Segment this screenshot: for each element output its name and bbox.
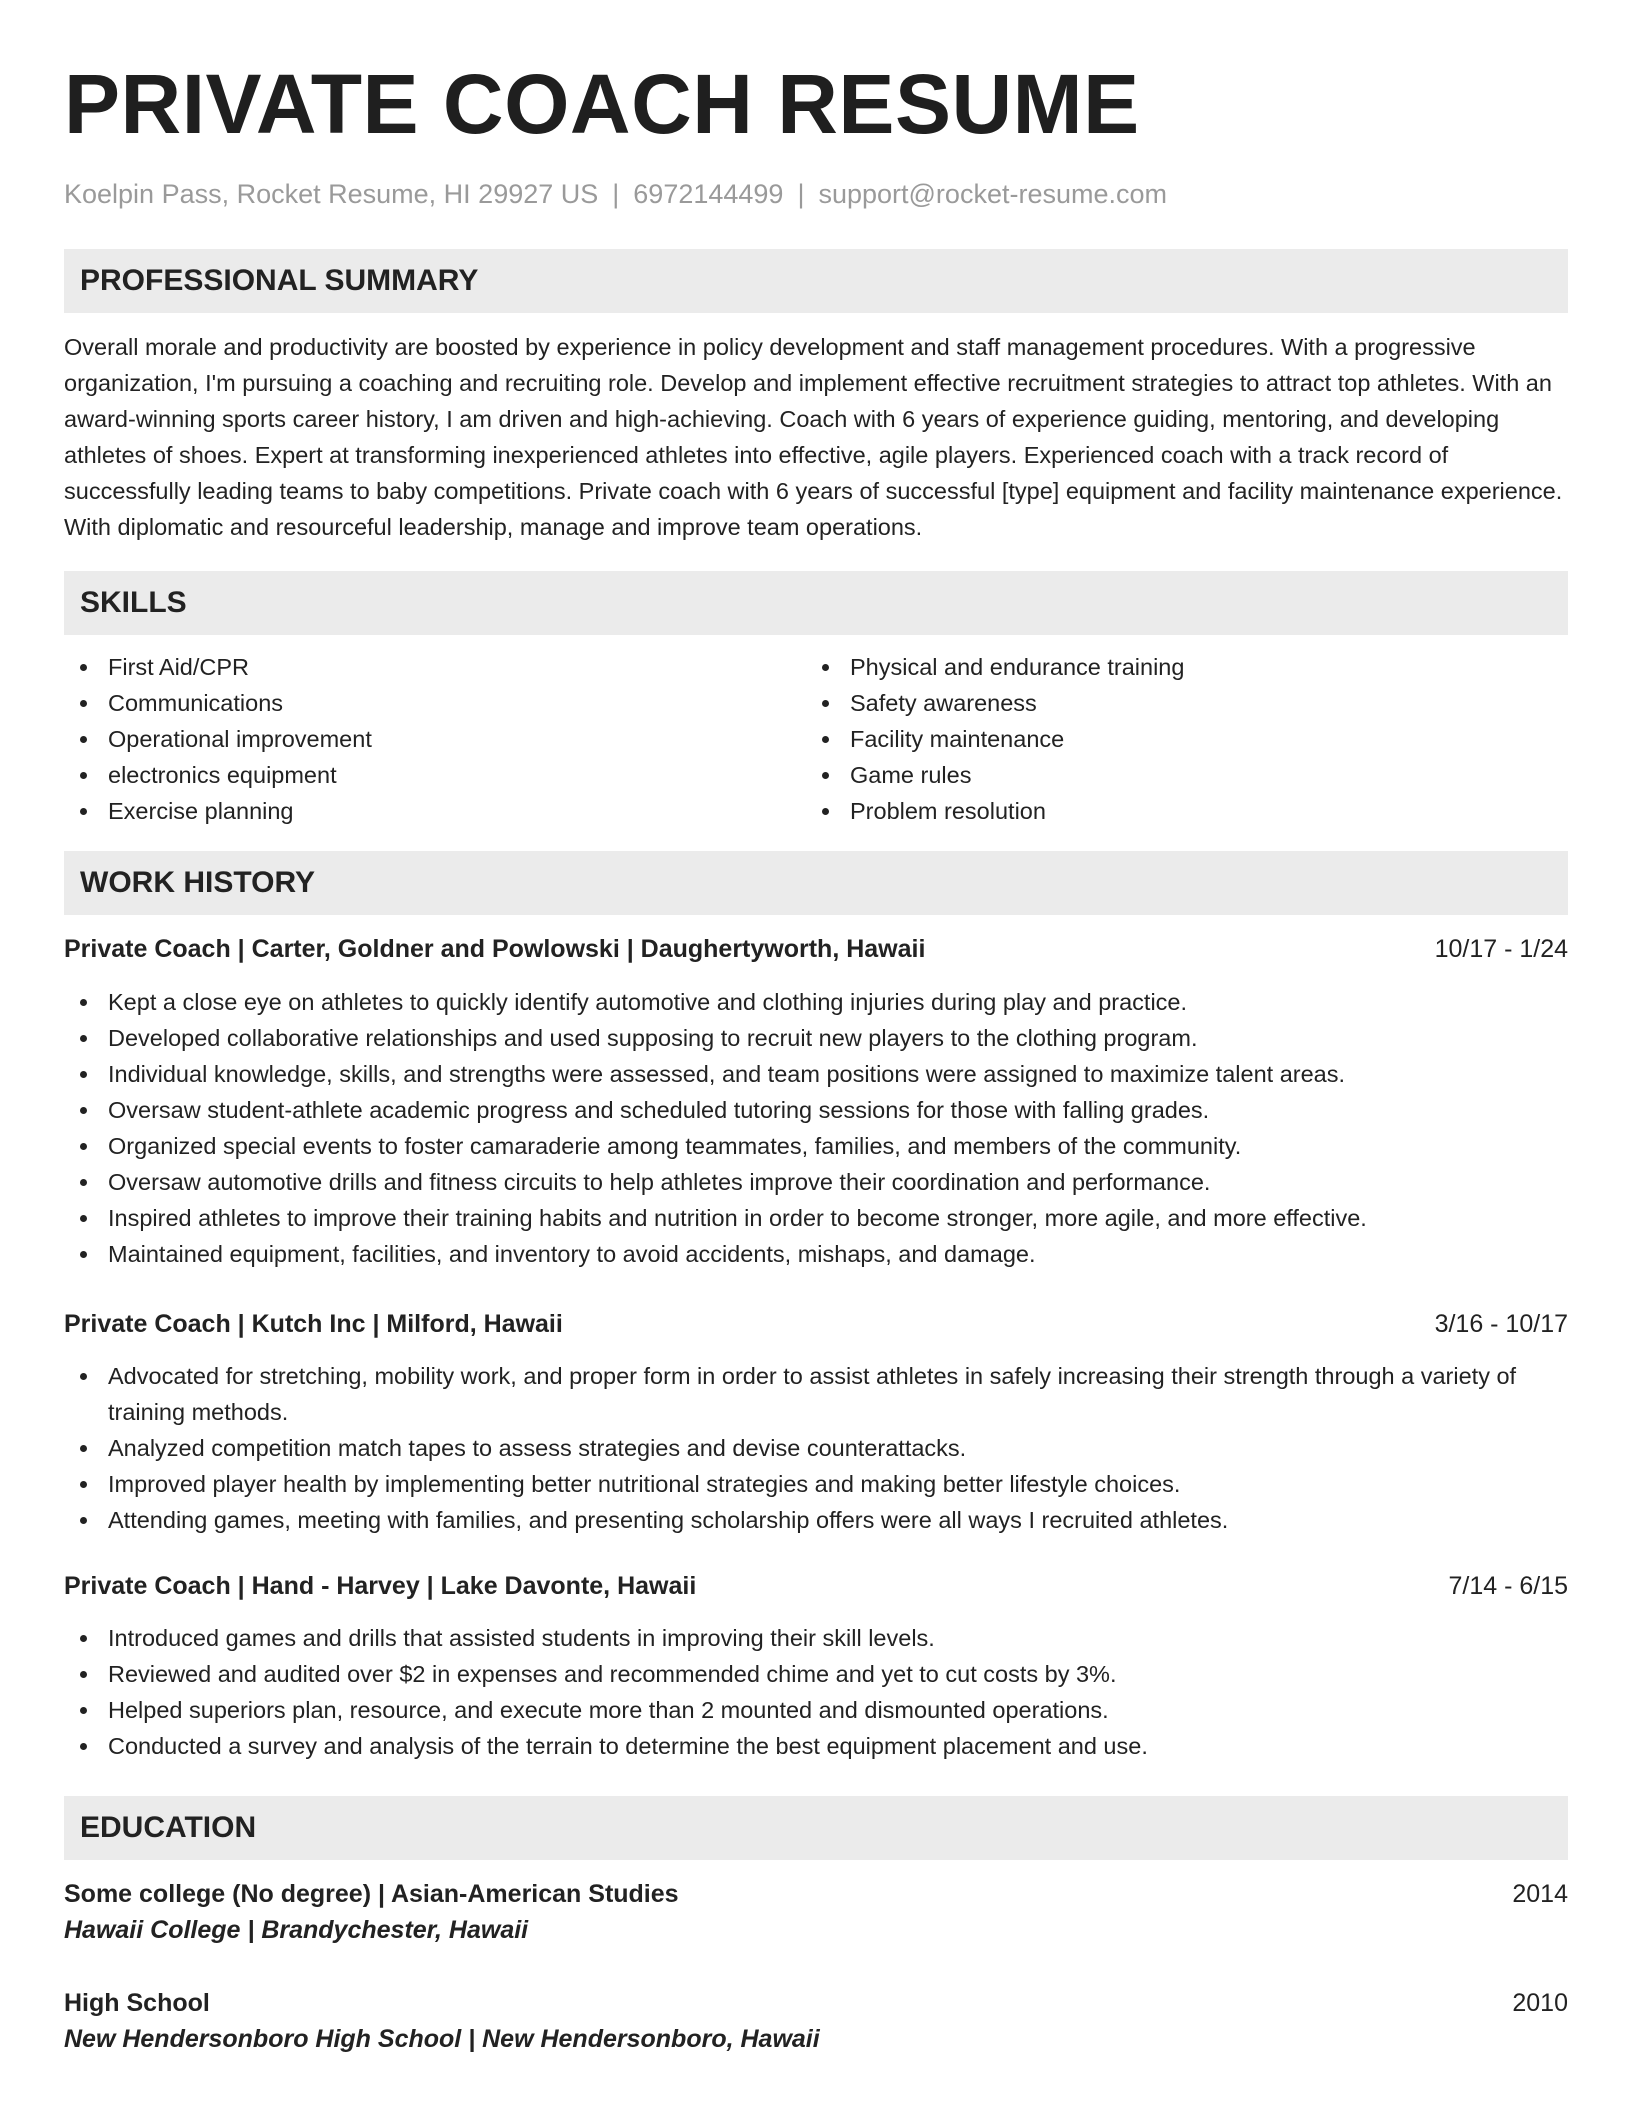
skills-list [64,649,1568,829]
job-bullet: Improved player health by implementing better nutritional strategies and making better lifestyle choices. [64,1466,1568,1502]
skill-item: First Aid/CPR [64,649,806,685]
skill-item: Operational improvement [64,721,806,757]
contact-phone: 6972144499 [633,179,784,209]
skill-item: Game rules [806,757,1548,793]
job-dates: 7/14 - 6/15 [1448,1572,1568,1600]
resume-page [64,0,1568,2057]
skill-item: electronics equipment [64,757,806,793]
job-bullet: Reviewed and audited over $2 in expenses and recommended chime and yet to cut costs by 3%. [64,1656,1568,1692]
job-title: Private Coach | Kutch Inc | Milford, Hawaii [64,1310,563,1338]
job-dates: 3/16 - 10/17 [1434,1310,1568,1338]
summary-text: Overall morale and productivity are boosted by experience in policy development and staff management procedures. With a progressive organization, I'm pursuing a coaching and recruiting role. Develop and implement effective recruitment strategies to attract top athletes. With an award-winning sports career history, I am driven and high-achieving. Coach with 6 years of experience guiding, mentoring, and developing athletes of shoes. Expert at transforming inexperienced athletes into effective, agile players. Experienced coach with a track record of successfully leading teams to baby competitions. Private coach with 6 years of successful [type] equipment and facility maintenance experience. With diplomatic and resourceful leadership, manage and improve team operations. [64,334,1563,540]
skill-item: Facility maintenance [806,721,1548,757]
skills-section-header: SKILLS [64,571,1568,635]
job-title: Private Coach | Hand - Harvey | Lake Davonte, Hawaii [64,1572,697,1600]
job-bullet: Individual knowledge, skills, and strengths were assessed, and team positions were assigned to maximize talent areas. [64,1056,1568,1092]
education-title: High School [64,1989,210,2017]
summary-section-header: PROFESSIONAL SUMMARY [64,249,1568,313]
skill-item: Problem resolution [806,793,1548,829]
job-bullet: Organized special events to foster camaraderie among teammates, families, and members of the community. [64,1128,1568,1164]
education-date: 2014 [1512,1880,1568,1908]
job-dates: 10/17 - 1/24 [1434,935,1568,963]
education-header [64,1985,1568,2021]
education-header [64,1876,1568,1912]
skills-column-left [64,649,806,829]
job-bullets [64,1620,1568,1764]
skill-item: Exercise planning [64,793,806,829]
work-section-header: WORK HISTORY [64,851,1568,915]
education-entry [64,1985,1568,2057]
job-title: Private Coach | Carter, Goldner and Powlowski | Daughertyworth, Hawaii [64,935,926,963]
skill-item: Physical and endurance training [806,649,1548,685]
education-entry [64,1876,1568,1948]
job-entry [64,931,1568,1272]
contact-separator: | [797,179,805,209]
resume-title: PRIVATE COACH RESUME [64,57,1140,151]
job-header [64,1568,1568,1604]
job-bullet: Helped superiors plan, resource, and execute more than 2 mounted and dismounted operations. [64,1692,1568,1728]
education-school: Hawaii College | Brandychester, Hawaii [64,1916,529,1944]
job-bullet: Introduced games and drills that assisted students in improving their skill levels. [64,1620,1568,1656]
job-entry [64,1568,1568,1764]
job-bullet: Oversaw automotive drills and fitness circuits to help athletes improve their coordination and performance. [64,1164,1568,1200]
contact-email[interactable]: support@rocket-resume.com [818,179,1167,209]
job-bullets [64,984,1568,1272]
contact-line [64,176,1568,212]
job-header [64,931,1568,967]
job-bullet: Analyzed competition match tapes to assess strategies and devise counterattacks. [64,1430,1568,1466]
contact-separator: | [612,179,620,209]
job-bullet: Maintained equipment, facilities, and inventory to avoid accidents, mishaps, and damage. [64,1236,1568,1272]
skill-item: Safety awareness [806,685,1548,721]
job-bullet: Oversaw student-athlete academic progress and scheduled tutoring sessions for those with falling grades. [64,1092,1568,1128]
job-bullets [64,1358,1568,1538]
education-school: New Hendersonboro High School | New Hendersonboro, Hawaii [64,2025,820,2053]
job-header [64,1306,1568,1342]
job-entry [64,1306,1568,1538]
job-bullet: Conducted a survey and analysis of the terrain to determine the best equipment placement and use. [64,1728,1568,1764]
contact-address: Koelpin Pass, Rocket Resume, HI 29927 US [64,179,599,209]
skill-item: Communications [64,685,806,721]
education-section-header: EDUCATION [64,1796,1568,1860]
job-bullet: Attending games, meeting with families, and presenting scholarship offers were all ways I recruited athletes. [64,1502,1568,1538]
job-bullet: Developed collaborative relationships and used supposing to recruit new players to the clothing program. [64,1020,1568,1056]
education-date: 2010 [1512,1989,1568,2017]
job-bullet: Inspired athletes to improve their training habits and nutrition in order to become stronger, more agile, and more effective. [64,1200,1568,1236]
job-bullet: Advocated for stretching, mobility work, and proper form in order to assist athletes in safely increasing their strength through a variety of training methods. [64,1358,1568,1430]
education-title: Some college (No degree) | Asian-American Studies [64,1880,679,1908]
job-bullet: Kept a close eye on athletes to quickly identify automotive and clothing injuries during play and practice. [64,984,1568,1020]
skills-column-right [806,649,1548,829]
